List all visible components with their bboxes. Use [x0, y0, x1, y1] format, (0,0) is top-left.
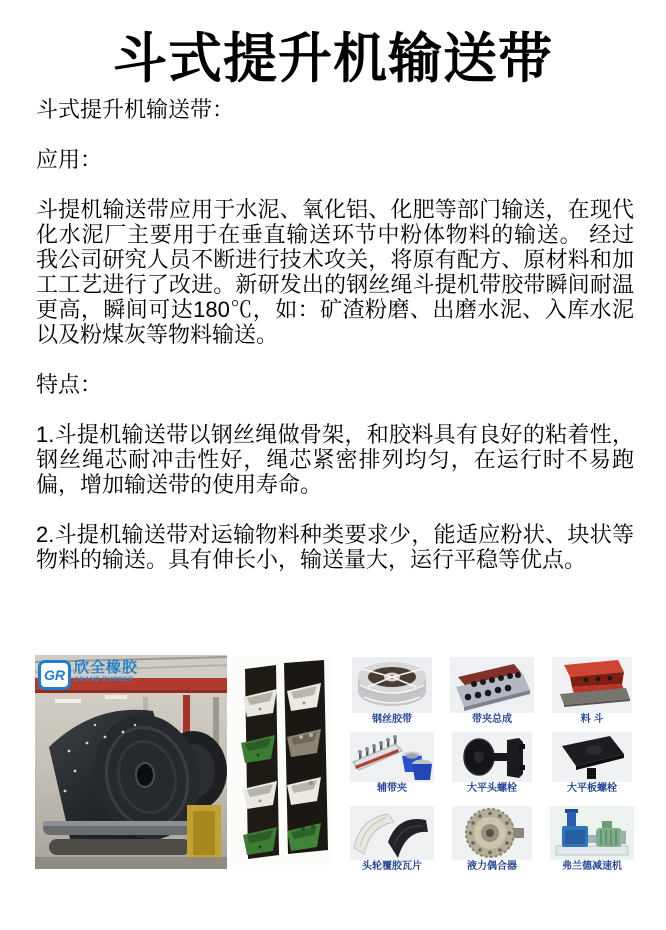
steel-wire-belt-image: [352, 657, 432, 713]
accessory-label: 钢丝胶带: [372, 714, 412, 725]
flender-reducer-image: [550, 806, 634, 860]
accessories-grid: [342, 650, 642, 873]
belt-clamp-assembly-image: [450, 657, 534, 713]
fluid-coupling-image: [452, 806, 532, 860]
accessory-item-head-wheel-lagging: [342, 795, 442, 873]
brand-logo: [38, 660, 138, 690]
features-heading: 特点：: [36, 372, 103, 397]
aux-belt-clip-image: [350, 732, 434, 782]
accessory-item-hopper: [542, 650, 642, 726]
feature-2-paragraph: 2.斗提机输送带对运输物料种类要求少，能适应粉状、块状等物料的输送。具有伸长小，输送量大，运行平稳等优点。: [36, 522, 634, 572]
logo-text: [74, 660, 138, 684]
head-wheel-lagging-image: [350, 806, 434, 860]
logo-name-en: GRAND RUBBER: [74, 676, 134, 683]
accessory-label: 大平板螺栓: [567, 783, 617, 794]
intro-line: 斗式提升机输送带：: [36, 97, 235, 122]
factory-belt-roll-photo: [35, 655, 227, 869]
logo-gr-monogram: GR: [38, 660, 71, 690]
page-title: 斗式提升机输送带: [113, 29, 553, 89]
accessory-label: 辅带夹: [377, 783, 407, 794]
accessory-label: 弗兰德减速机: [562, 861, 622, 872]
application-paragraph: 斗提机输送带应用于水泥、氧化铝、化肥等部门输送，在现代化水泥厂主要用于在垂直输送环节中粉体物料的输送。 经过我公司研究人员不断进行技术攻关，将原有配方、原材料和加工工艺进行了改进。新研发出的钢丝绳斗提机带胶带瞬间耐温更高，瞬间可达180℃，如：矿渣粉磨、出磨水泥、入库水泥以及粉煤灰等物料输送。: [36, 197, 634, 347]
feature-1-paragraph: 1.斗提机输送带以钢丝绳做骨架，和胶料具有良好的粘着性，钢丝绳芯耐冲击性好，绳芯紧密排列均匀，在运行时不易跑偏，增加输送带的使用寿命。: [36, 422, 634, 497]
accessory-item-flat-plate-bolt: [542, 726, 642, 795]
accessory-label: 大平头螺栓: [467, 783, 517, 794]
image-gallery: [0, 648, 666, 878]
accessory-item-fluid-coupling: [442, 795, 542, 873]
accessory-item-flender-reducer: [542, 795, 642, 873]
product-description: [36, 97, 634, 597]
bucket-panel-art: [231, 657, 332, 866]
logo-name-cn: 欣全橡胶: [74, 659, 139, 676]
flat-head-bolt-image: [452, 732, 532, 782]
accessory-item-flat-head-bolt: [442, 726, 542, 795]
accessory-label: 头轮覆胶瓦片: [362, 861, 422, 872]
accessory-label: 料 斗: [580, 714, 604, 725]
accessory-item-aux-belt-clip: [342, 726, 442, 795]
flat-plate-bolt-image: [552, 732, 632, 782]
elevator-buckets-photo: [231, 657, 332, 866]
accessory-label: 带夹总成: [472, 714, 512, 725]
hopper-image: [552, 657, 632, 713]
accessory-item-belt-clamp-assembly: [442, 650, 542, 726]
accessory-item-steel-wire-belt: [342, 650, 442, 726]
accessory-label: 液力偶合器: [467, 861, 517, 872]
application-heading: 应用：: [36, 147, 103, 172]
